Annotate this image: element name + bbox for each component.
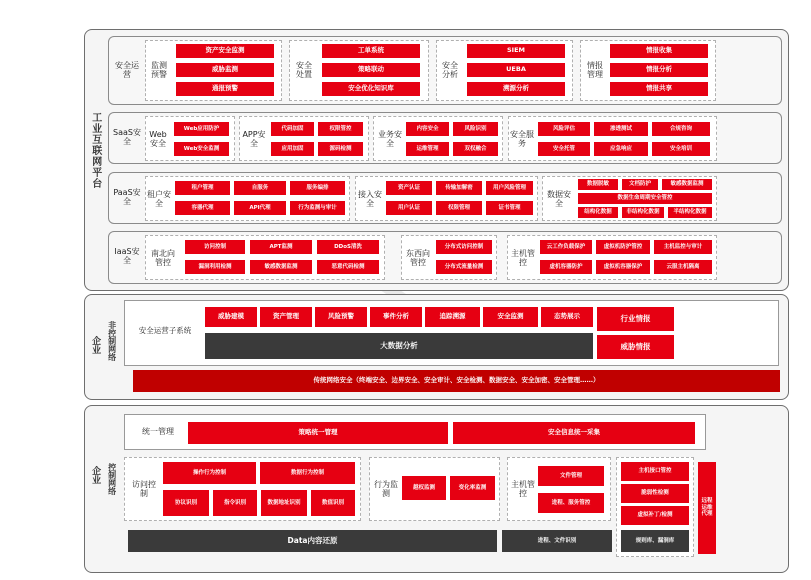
saas-item[interactable]: 风险评估 [538,122,590,136]
paas-group-label: 接入安全 [358,189,382,208]
ops-item[interactable]: 资产管理 [260,307,312,327]
paas-item[interactable]: 用户认证 [386,201,432,215]
paas-item[interactable]: 传输加解密 [436,181,482,195]
saas-item[interactable]: 应用加固 [271,142,314,156]
iaas-item[interactable]: 分布式访问控制 [436,240,492,254]
paas-item[interactable]: 服务编排 [290,181,345,195]
iaas-item[interactable]: 云服主机隔离 [654,260,712,274]
secops-group-label: 监测预警 [151,60,167,79]
iaas-item[interactable]: 敏感数据监测 [250,260,312,274]
host-control-item[interactable]: 进程、服务管控 [538,493,604,513]
ops-item[interactable]: 风险预警 [315,307,367,327]
saas-group-label: 业务安全 [378,129,402,148]
paas-item[interactable]: 非结构化数据 [622,207,664,218]
secops-item[interactable]: 溯源分析 [467,82,565,96]
threat-intel-button[interactable]: 威胁情报 [597,335,674,359]
iaas-item[interactable]: 访问控制 [185,240,245,254]
host-control-label: 主机管控 [511,479,535,498]
paas-item[interactable]: 自服务 [234,181,286,195]
paas-group-label: 数据安全 [547,189,571,208]
saas-item[interactable]: Web安全监测 [174,142,229,156]
paas-item[interactable]: 数据脱敏 [578,179,618,190]
industrial-platform-title: 工业互联网平台 [89,111,101,189]
paas-item[interactable]: 文档防护 [622,179,658,190]
unified-management-label: 统一管理 [142,427,174,437]
paas-item[interactable]: 数据生命周期安全管控 [578,193,712,204]
secops-group-label: 安全分析 [442,60,458,79]
secops-item[interactable]: UEBA [467,63,565,77]
iaas-item[interactable]: 虚拟机防护管控 [596,240,650,254]
access-control-label: 访问控制 [132,479,156,498]
paas-item[interactable]: 行为监测与审计 [290,201,345,215]
host-control-item[interactable]: 文件管理 [538,466,604,486]
data-restore-bar[interactable]: Data内容还原 [128,530,497,552]
traditional-security-bar[interactable]: 传统网络安全（终端安全、边界安全、安全审计、安全检测、数据安全、安全加密、安全管理……） [133,370,780,392]
paas-item[interactable]: 权限管理 [436,201,482,215]
secops-item[interactable]: 通报预警 [176,82,274,96]
iaas-group-label: 南北向管控 [151,248,175,267]
access-control-item[interactable]: 数据行为控制 [260,462,355,484]
info-collection-bar[interactable]: 安全信息统一采集 [453,422,695,444]
enterprise-control-subtitle: 控制网络 [107,463,117,495]
secops-item[interactable]: 情报收集 [610,44,708,58]
ops-item[interactable]: 事件分析 [370,307,422,327]
saas-item[interactable]: 权限管控 [318,122,363,136]
remote-ops-proxy[interactable]: 远程运维代理 [698,462,716,554]
saas-item[interactable]: 应急响应 [594,142,648,156]
enterprise-noncontrol-subtitle: 非控制网络 [107,321,117,361]
access-control-item[interactable]: 数值识别 [311,490,355,516]
iaas-group-label: 主机管控 [511,248,535,267]
saas-item[interactable]: 源码检测 [318,142,363,156]
paas-group-label: 租户安全 [147,189,171,208]
saas-item[interactable]: 双权融合 [453,142,498,156]
paas-item[interactable]: 资产认证 [386,181,432,195]
secops-item[interactable]: 工单系统 [322,44,420,58]
secops-group-label: 情报管理 [587,60,603,79]
paas-item[interactable]: 容器代理 [175,201,230,215]
iaas-item[interactable]: 恶意代码检测 [317,260,379,274]
iaas-item[interactable]: 虚机容器防护 [540,260,592,274]
paas-item[interactable]: 结构化数据 [578,207,618,218]
saas-item[interactable]: 运维管理 [406,142,449,156]
iaas-item[interactable]: 云工作负载保护 [540,240,592,254]
saas-item[interactable]: 安全托管 [538,142,590,156]
paas-item[interactable]: API代理 [234,201,286,215]
paas-item[interactable]: 敏感数据监测 [662,179,712,190]
enterprise-noncontrol-title: 企业 [90,336,101,354]
secops-item[interactable]: 情报共享 [610,82,708,96]
saas-item[interactable]: 代码加固 [271,122,314,136]
iaas-title: IaaS安全 [114,246,140,265]
paas-title: PaaS安全 [113,187,141,206]
ops-item[interactable]: 追踪溯源 [425,307,480,327]
saas-item[interactable]: Web应用防护 [174,122,229,136]
process-file-bar[interactable]: 进程、文件识别 [502,530,612,552]
secops-item[interactable]: SIEM [467,44,565,58]
saas-item[interactable]: 渗透测试 [594,122,648,136]
saas-group-label: APP安全 [242,129,266,148]
secops-group-label: 安全处置 [296,60,312,79]
iaas-item[interactable]: 漏洞利用检测 [185,260,245,274]
enterprise-control-title: 企业 [90,466,101,484]
secops-item[interactable]: 策略联动 [322,63,420,77]
saas-group-label: 安全服务 [510,129,534,148]
iaas-item[interactable]: 分布式流量检测 [436,260,492,274]
access-control-item[interactable]: 数据地址识别 [261,490,307,516]
bigdata-analysis-bar[interactable]: 大数据分析 [205,333,593,359]
saas-title: SaaS安全 [113,127,141,146]
paas-item[interactable]: 用户风险管理 [486,181,533,195]
ops-item[interactable]: 威胁建模 [205,307,257,327]
ops-subsystem-label: 安全运营子系统 [138,325,192,335]
industry-intel-button[interactable]: 行业情报 [597,307,674,331]
iaas-group-label: 东西向管控 [406,248,430,267]
iaas-item[interactable]: APT监测 [250,240,312,254]
iaas-item[interactable]: DDoS清洗 [317,240,379,254]
saas-group-label: Web安全 [149,129,167,148]
policy-management-bar[interactable]: 策略统一管理 [188,422,448,444]
secops-item[interactable]: 威胁监测 [176,63,274,77]
ops-item[interactable]: 安全监测 [483,307,538,327]
saas-item[interactable]: 内容安全 [406,122,449,136]
iaas-item[interactable]: 主机监控与审计 [654,240,712,254]
access-control-item[interactable]: 指令识别 [213,490,257,516]
paas-item[interactable]: 证书管理 [486,201,533,215]
paas-item[interactable]: 租户管理 [175,181,230,195]
access-control-item[interactable]: 操作行为控制 [163,462,256,484]
access-control-item[interactable]: 协议识别 [163,490,209,516]
secops-item[interactable]: 安全优化知识库 [322,82,420,96]
paas-item[interactable]: 半结构化数据 [668,207,712,218]
saas-item[interactable]: 风险识别 [453,122,498,136]
vuln-library-bar[interactable]: 规则库、漏洞库 [621,530,689,552]
ops-item[interactable]: 态势展示 [541,307,593,327]
secops-title: 安全运营 [115,60,139,79]
secops-item[interactable]: 资产安全监测 [176,44,274,58]
host-interface-item[interactable]: 主机接口管控 [621,462,689,481]
host-interface-item[interactable]: 脆弱性检测 [621,484,689,503]
behavior-item[interactable]: 变化率监测 [450,476,495,500]
saas-item[interactable]: 合规咨询 [652,122,710,136]
behavior-monitor-label: 行为监测 [374,479,398,498]
behavior-item[interactable]: 越权监测 [402,476,446,500]
secops-item[interactable]: 情报分析 [610,63,708,77]
iaas-item[interactable]: 虚拟机容器保护 [596,260,650,274]
saas-item[interactable]: 安全培训 [652,142,710,156]
host-interface-item[interactable]: 虚拟补丁/检测 [621,506,689,525]
